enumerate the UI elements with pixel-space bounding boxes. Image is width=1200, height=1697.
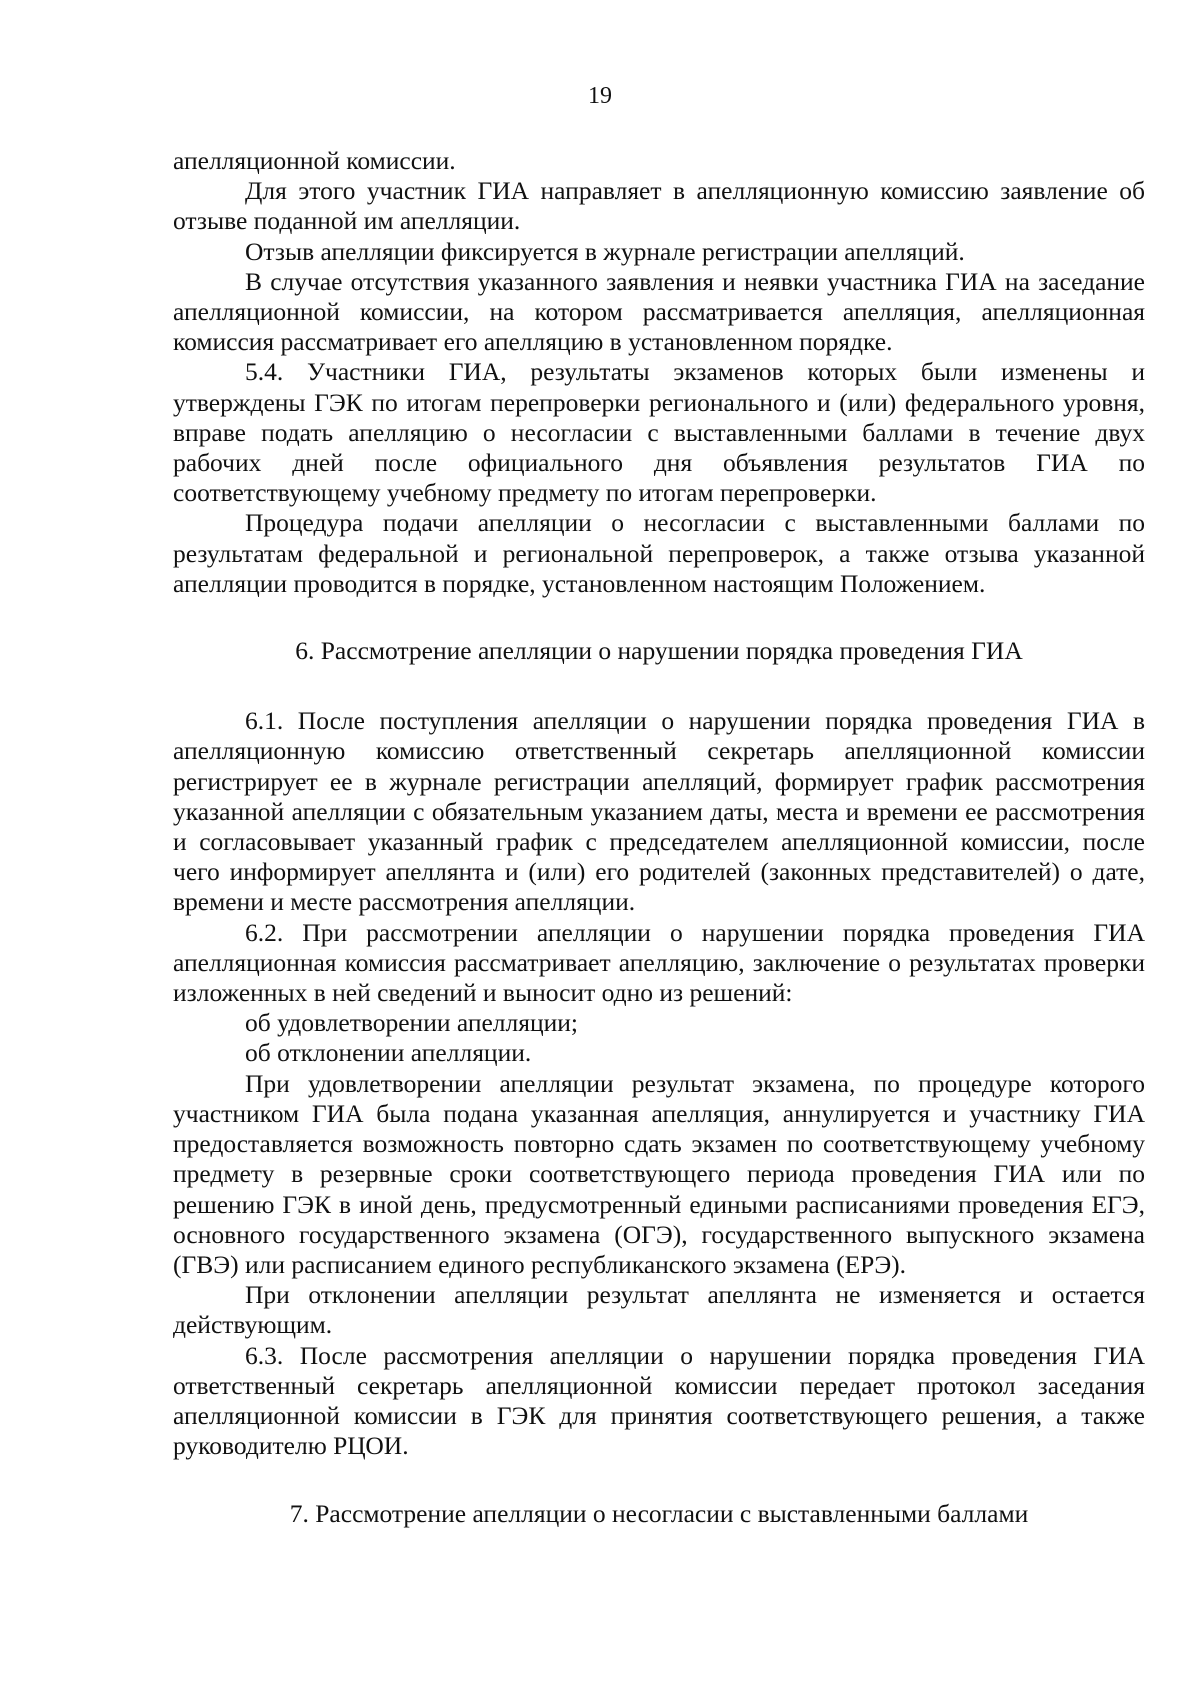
paragraph-6-2: 6.2. При рассмотрении апелляции о нарушении порядка проведения ГИА апелляционная комиссия рассматривает апелляцию, заключение о результатах проверки изложенных в ней сведений и выносит одно из решений: (173, 917, 1145, 1008)
paragraph-recheck-procedure: Процедура подачи апелляции о несогласии с выставленными баллами по результатам федеральной и региональной перепроверок, а также отзыва указанной апелляции проводится в порядке, установленном настоящим Положением. (173, 508, 1145, 598)
paragraph-no-show: В случае отсутствия указанного заявления и неявки участника ГИА на заседание апелляционной комиссии, на котором рассматривается апелляция, апелляционная комиссия рассматривает его апелляцию в установленном порядке. (173, 266, 1145, 357)
page-number: 19 (588, 83, 612, 109)
paragraph-rejection-result: При отклонении апелляции результат апеллянта не изменяется и остается действующим. (173, 1280, 1145, 1340)
paragraph-continuation: апелляционной комиссии. (173, 146, 456, 175)
paragraph-5-4: 5.4. Участники ГИА, результаты экзаменов которых были изменены и утверждены ГЭК по итогам перепроверки регионального и (или) федерального уровня, вправе подать апелляцию о несогласии с выставленными баллами в течение двух рабочих дней после официального дня объявления результатов ГИА по соответствующему учебному предмету по итогам перепроверки. (173, 357, 1145, 508)
paragraph-6-3: 6.3. После рассмотрения апелляции о нарушении порядка проведения ГИА ответственный секретарь апелляционной комиссии передает протокол заседания апелляционной комиссии в ГЭК для принятия соответствующего решения, а также руководителю РЦОИ. (173, 1340, 1145, 1461)
paragraph-satisfaction-result: При удовлетворении апелляции результат экзамена, по процедуре которого участником ГИА была подана указанная апелляция, аннулируется и участнику ГИА предоставляется возможность повторно сдать экзамен по соответствующему учебному предмету в резервные сроки соответствующего периода проведения ГИА или по решению ГЭК в иной день, предусмотренный едиными расписаниями проведения ЕГЭ, основного государственного экзамена (ОГЭ), государственного выпускного экзамена (ГВЭ) или расписанием единого республиканского экзамена (ЕРЭ). (173, 1068, 1145, 1279)
section-7-heading: 7. Рассмотрение апелляции о несогласии с выставленными баллами (289, 1499, 1029, 1529)
document-body (173, 146, 1145, 1530)
paragraph-withdrawal-request: Для этого участник ГИА направляет в апелляционную комиссию заявление об отзыве поданной им апелляции. (173, 176, 1145, 236)
list-item-reject: об отклонении апелляции. (245, 1038, 532, 1068)
paragraph-withdrawal-record: Отзыв апелляции фиксируется в журнале регистрации апелляций. (245, 236, 965, 266)
list-item-satisfy: об удовлетворении апелляции; (245, 1008, 579, 1038)
paragraph-6-1: 6.1. После поступления апелляции о нарушении порядка проведения ГИА в апелляционную комиссию ответственный секретарь апелляционной комиссии регистрирует ее в журнале регистрации апелляций, формирует график рассмотрения указанной апелляции с обязательным указанием даты, места и времени ее рассмотрения и согласовывает указанный график с председателем апелляционной комиссии, после чего информирует апеллянта и (или) его родителей (законных представителей) о дате, времени и месте рассмотрения апелляции. (173, 706, 1145, 917)
section-6-heading: 6. Рассмотрение апелляции о нарушении порядка проведения ГИА (295, 636, 1023, 666)
